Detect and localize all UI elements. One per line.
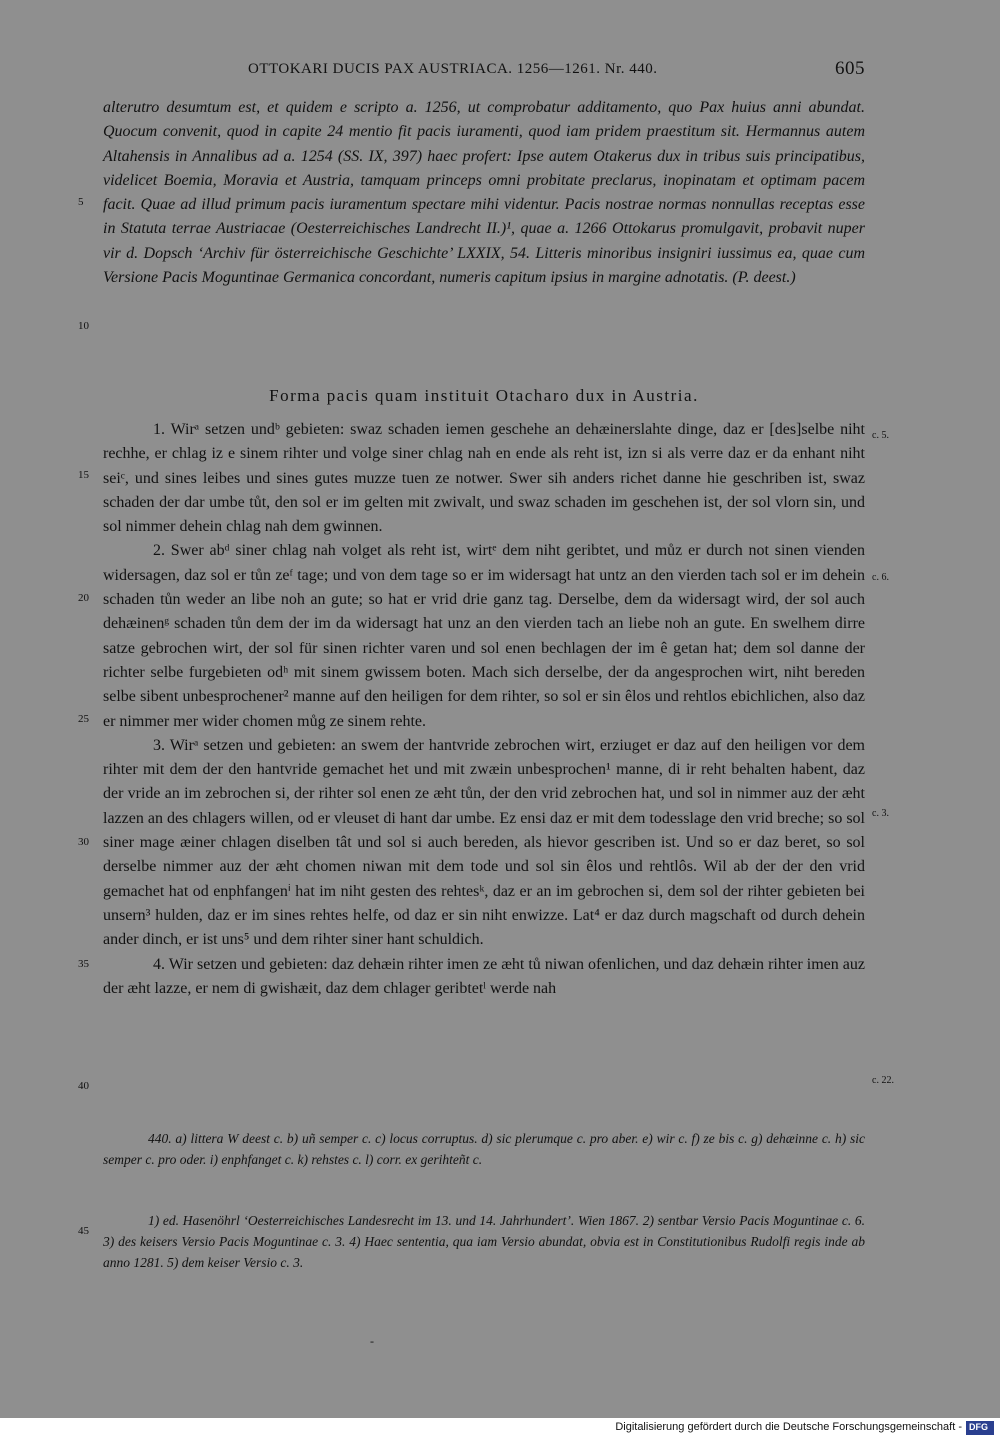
line-number: 35: [78, 958, 89, 970]
margin-note: c. 5.: [872, 430, 889, 441]
variant-footnotes: [103, 1128, 865, 1192]
paragraph-2: 2. Swer abᵈ siner chlag nah volget als reht ist, wirtᵉ dem niht geribtet, und můz er durch not sinen vienden widersagen, daz sol er tůn zeᶠ tage; und von dem tage so er im widersagt hat untz an den vierden tach sol er im dehein schaden tůn weder an libe noh an gute; so hat er vrid drie ganz tag. Derselbe, dem da widersagt wird, der sol auch dehæinenᵍ schaden tůn dem der im da widersagt hat unz an den vierden tach an liebe noh an gute. En swelhem dirre satze gebrochen wirt, der sol für sinen richter varen und sol enen bechlagen der im ê getan hat; dem sol danne der richter selbe furgebieten odʰ mit sinem gwissem boten. Mach sich derselbe, der da angesprochen wirt, niht bereden selbe sibent unbesprochener² manne auf den heiligen for dem rihter, so sol er sin êlos und rehtlos ebichlichen, also daz er nimmer mer wider chomen můg ze sinem rehte.: [103, 542, 865, 730]
paragraph-3: 3. Wirᵃ setzen und gebieten: an swem der hantvride zebrochen wirt, erziuget er daz auf den heiligen vor dem rihter mit dem der den hantvride gemachet het und mit zwæin unbesprochen¹ manne, di ir reht behalten habent, daz der vride an im zebrochen si, der rihter sol enen ze æht tůn, der den vrid zebrochen hat, und sol in nimmer auz der æht lazzen an des chlagers willen, od er vleuset di hant dar umbe. Ez ensi daz er mit dem todesslage den vrid breche; so sol siner mage æiner chlagen diselben tât und sol si auch bereden, als hievor gescriben ist. Und so er daz beret, so sol derselbe nimmer auz der æht chomen niwan mit dem tode und sol sin êlos und rehtlôs. Wil ab der der den vrid gemachet hat od enphfangenⁱ hat im niht gesten des rehtesᵏ, daz er an im gebrochen si, dem sol der rihter gebieten bei unsern³ hulden, daz er im sines rehtes helfe, od daz er sin niht enwizze. Lat⁴ er daz durch magschaft od durch dehein ander dinch, er ist uns⁵ und dem rihter siner hant schuldich.: [103, 736, 865, 949]
dfg-credit: Digitalisierung gefördert durch die Deutsche Forschungsgemeinschaft -: [615, 1421, 962, 1433]
variant-text: 440. a) littera W deest c. b) uñ semper c. c) locus corruptus. d) sic plerumque c. pro aber. e) wir c. f) ze bis c. g) dehæinne c. h) sic semper c. pro oder. i) enphfanget c. k) rehstes c. l) corr. ex gerihteñt c.: [103, 1131, 865, 1167]
dfg-logo-icon: [966, 1421, 994, 1435]
line-number: 10: [78, 320, 89, 332]
source-text: 1) ed. Hasenöhrl ‘Oesterreichisches Landesrecht im 13. und 14. Jahrhundert’. Wien 1867. 2) sentbar Versio Pacis Moguntinae c. 6. 3) des keisers Versio Pacis Moguntinae c. 3. 4) Haec sententia, qua iam Versio abundat, obvia est in Constitutionibus Rudolfi regis inde ab anno 1281. 5) dem keiser Versio c. 3.: [103, 1213, 865, 1270]
line-number: 15: [78, 469, 89, 481]
margin-note: c. 6.: [872, 572, 889, 583]
line-number: 5: [78, 196, 84, 208]
page-number: 605: [835, 58, 865, 79]
paragraph-4: 4. Wir setzen und gebieten: daz dehæin rihter imen ze æht tů niwan ofenlichen, und daz dehæin rihter imen auz der æht lazze, er nem di gwishæit, daz dem chlager geribtetˡ werde nah: [103, 955, 865, 997]
margin-note: c. 22.: [872, 1075, 894, 1086]
running-title: OTTOKARI DUCIS PAX AUSTRIACA. 1256—1261. Nr. 440.: [248, 61, 658, 77]
footer-bar: [0, 1418, 1000, 1439]
source-footnotes: [103, 1210, 865, 1288]
paragraph-1: 1. Wirᵃ setzen undᵇ gebieten: swaz schaden iemen geschehe an dehæinerslahte dinge, daz er [des]selbe niht rechhe, er chlag iz e sinem rihter und volge siner chlag nah en ende als reht ist, izn si als verre daz er da enhant niht seiᶜ, und sines leibes und sines gutes muzze tuen ze notwer. Swer sih anders richet danne hie geschriben ist, swaz schaden der dar umbe tůt, den sol er im gelten mit zwivalt, und swaz schaden im geschehen ist, der sol vlorn sin, und sol nimmer dehein chlag nah dem gwinnen.: [103, 421, 865, 536]
line-number: 25: [78, 713, 89, 725]
stray-mark: -: [370, 1334, 374, 1348]
line-number: 45: [78, 1225, 89, 1237]
intro-text: alterutro desumtum est, et quidem e scripto a. 1256, ut comprobatur additamento, quo Pax huius anni abundat. Quocum convenit, quod in capite 24 mentio fit pacis iuramenti, quod iam pridem praestitum sit. Hermannus autem Altahensis in Annalibus ad a. 1254 (SS. IX, 397) haec profert: Ipse autem Otakerus dux in tribus suis principatibus, videlicet Boemia, Moravia et Austria, tamquam princeps omni probitate preclarus, inopinatam et optimam pacem facit. Quae ad illud primum pacis iuramentum spectare mihi videntur. Pacis nostrae normas nonnullas receptas esse in Statuta terrae Austriacae (Oesterreichisches Landrecht II.)¹, quae a. 1266 Ottokarus promulgavit, probavit nuper vir d. Dopsch ‘Archiv für österreichische Geschichte’ LXXIX, 54. Litteris minoribus insigniri iussimus ea, quae cum Versione Pacis Moguntinae Germanica concordant, numeris capitum ipsius in margine adnotatis. (P. deest.): [103, 99, 865, 287]
margin-note: c. 3.: [872, 808, 889, 819]
section-heading: Forma pacis quam instituit Otacharo dux in Austria.: [269, 386, 699, 405]
line-number: 20: [78, 592, 89, 604]
document-body: [103, 418, 865, 1108]
intro-paragraph: [103, 96, 865, 364]
line-number: 40: [78, 1080, 89, 1092]
dfg-logo-text: DFG: [969, 1422, 988, 1432]
page-header: [103, 58, 865, 82]
line-number: 30: [78, 836, 89, 848]
